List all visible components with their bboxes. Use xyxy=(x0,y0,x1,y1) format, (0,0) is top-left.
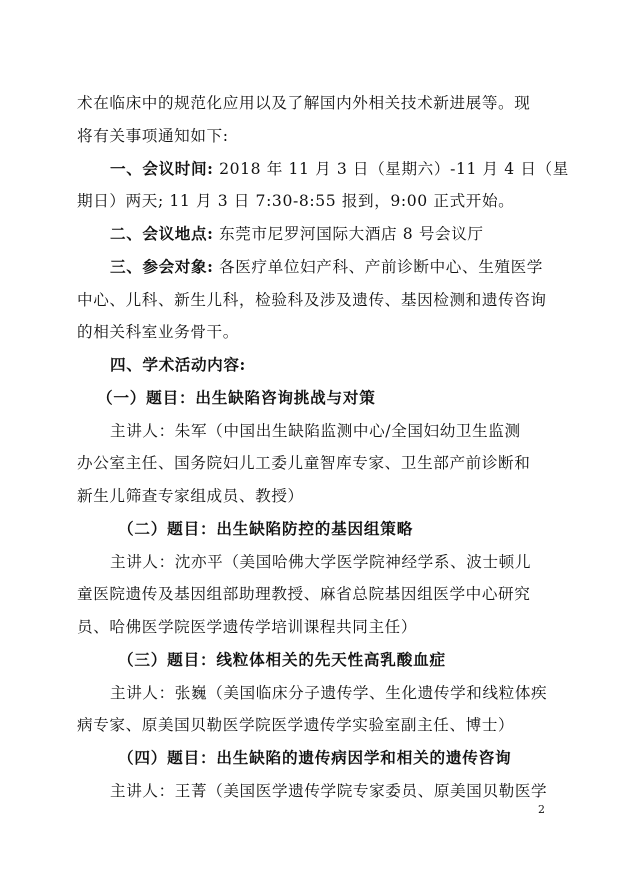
topic-heading: （四）题目：出生缺陷的遗传病因学和相关的遗传咨询 xyxy=(118,748,512,767)
meeting-time-line xyxy=(110,158,569,180)
meeting-venue-value: 东莞市尼罗河国际大酒店 8 号会议厅 xyxy=(213,225,484,243)
body-text-line: 员、哈佛医学院医学遗传学培训课程共同主任） xyxy=(77,618,418,636)
body-text-line: 新生儿筛查专家组成员、教授） xyxy=(77,487,304,505)
body-text-line: 术在临床中的规范化应用以及了解国内外相关技术新进展等。现 xyxy=(77,94,531,112)
speaker-line: 主讲人：朱军（中国出生缺陷监测中心/全国妇幼卫生监测 xyxy=(110,422,521,440)
section-heading: 四、学术活动内容: xyxy=(110,355,246,374)
body-text-line: 将有关事项通知如下: xyxy=(77,127,229,145)
body-text-line: 童医院遗传及基因组部助理教授、麻省总院基因组医学中心研究 xyxy=(77,585,531,603)
body-text-line: 病专家、原美国贝勒医学院医学遗传学实验室副主任、博士） xyxy=(77,716,515,734)
topic-heading: （二）题目：出生缺陷防控的基因组策略 xyxy=(118,519,414,538)
topic-heading: （一）题目：出生缺陷咨询挑战与对策 xyxy=(97,388,376,407)
meeting-time-value: 2018 年 11 月 3 日（星期六）-11 月 4 日（星 xyxy=(213,160,569,178)
speaker-line: 主讲人：沈亦平（美国哈佛大学医学院神经学系、波士顿儿 xyxy=(110,553,532,571)
body-text-line: 的相关科室业务骨干。 xyxy=(77,323,239,341)
attendees-label: 三、参会对象: xyxy=(110,257,214,276)
body-text-line: 期日）两天; 11 月 3 日 7:30-8:55 报到，9:00 正式开始。 xyxy=(77,192,515,210)
attendees-value: 各医疗单位妇产科、产前诊断中心、生殖医学 xyxy=(213,258,543,276)
speaker-line: 主讲人：张巍（美国临床分子遗传学、生化遗传学和线粒体疾 xyxy=(110,684,548,702)
meeting-venue-line xyxy=(110,223,484,245)
meeting-venue-label: 二、会议地点: xyxy=(110,224,214,243)
body-text-line: 中心、儿科、新生儿科，检验科及涉及遗传、基因检测和遗传咨询 xyxy=(77,291,547,309)
page-number: 2 xyxy=(538,803,545,816)
attendees-line xyxy=(110,256,543,278)
topic-heading: （三）题目：线粒体相关的先天性高乳酸血症 xyxy=(118,650,446,669)
meeting-time-label: 一、会议时间: xyxy=(110,159,214,178)
body-text-line: 办公室主任、国务院妇儿工委儿童智库专家、卫生部产前诊断和 xyxy=(77,454,531,472)
speaker-line: 主讲人：王菁（美国医学遗传学院专家委员、原美国贝勒医学 xyxy=(110,782,548,800)
